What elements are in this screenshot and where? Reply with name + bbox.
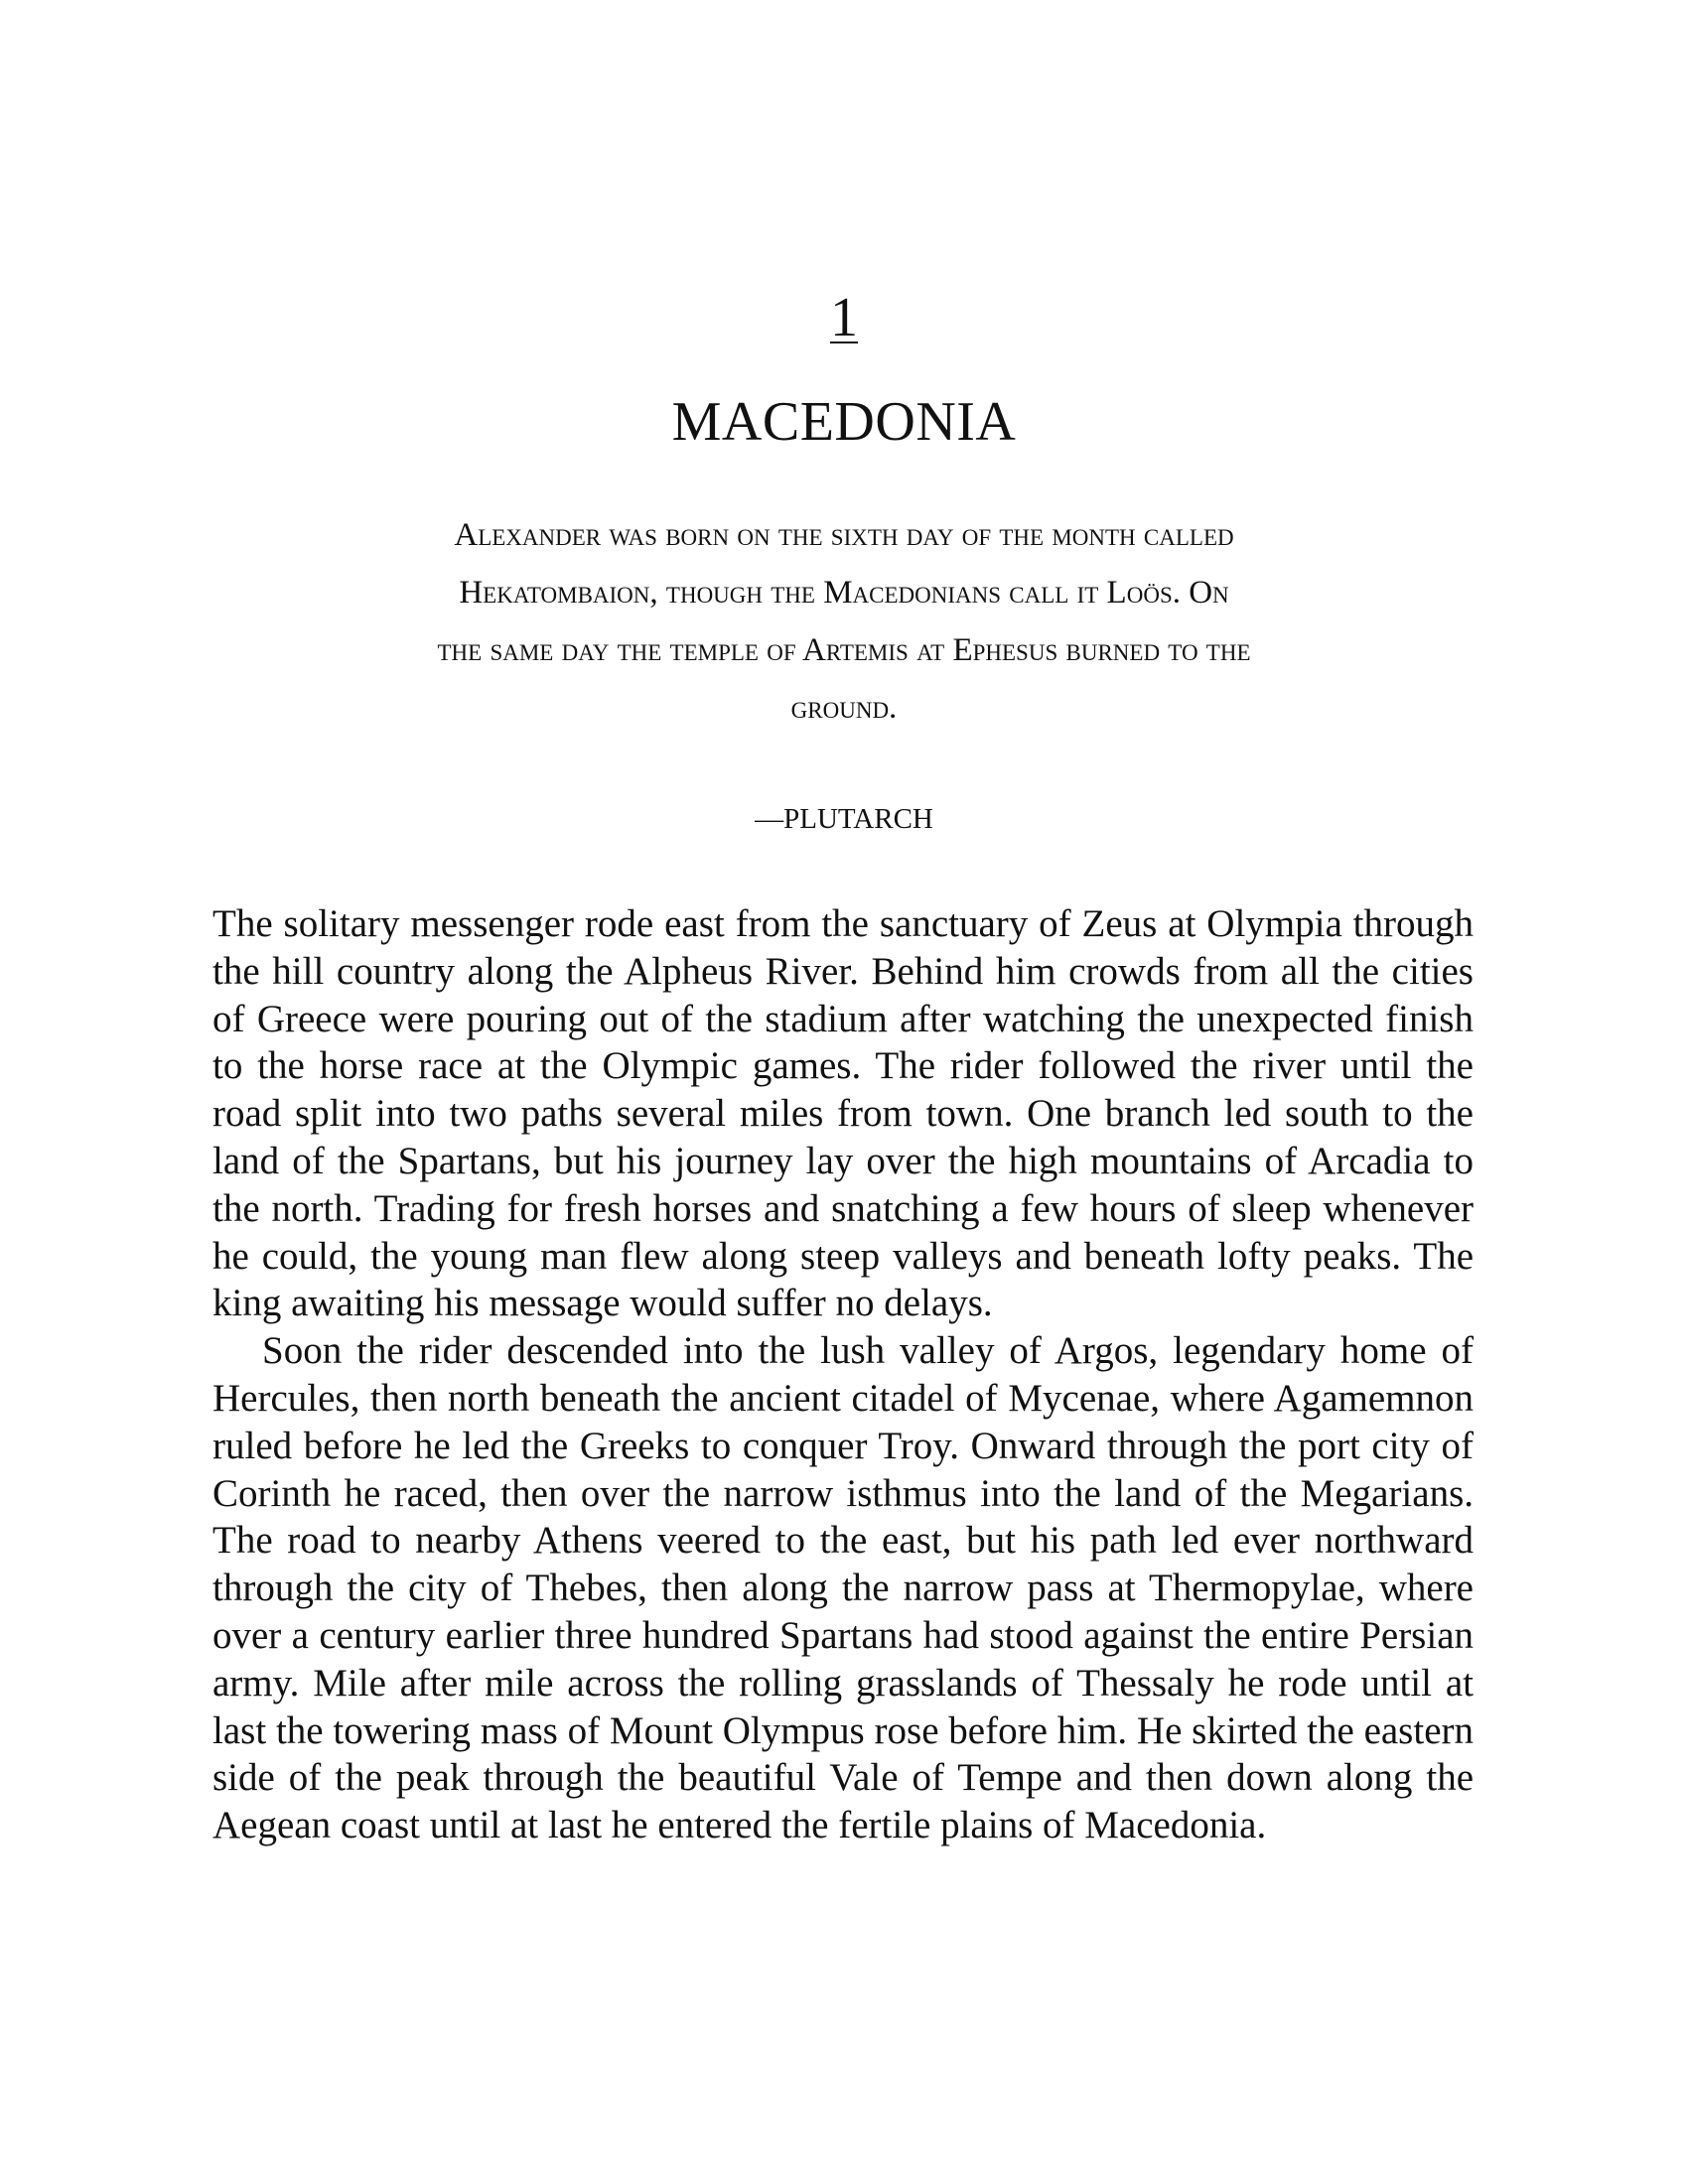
chapter-number-text: 1 <box>830 287 858 348</box>
epigraph-quote: Alexander was born on the sixth day of the month called Hekatombaion, though the Macedonians call it Loös. On the same day the temple of Artemis at Ephesus burned to the ground. <box>437 517 1251 726</box>
body-paragraph: Soon the rider descended into the lush valley of Argos, legendary home of Hercules, then north beneath the ancient citadel of Mycenae, where Agamemnon ruled before he led the Greeks to conquer Troy. Onward through the port city of Corinth he raced, then over the narrow isthmus into the land of the Megarians. The road to nearby Athens veered to the east, but his path led ever northward through the city of Thebes, then along the narrow pass at Thermopylae, where over a century earlier three hundred Spartans had stood against the entire Persian army. Mile after mile across the rolling grasslands of Thessaly he rode until at last the towering mass of Mount Olympus rose before him. He skirted the eastern side of the peak through the beautiful Vale of Tempe and then down along the Aegean coast until at last he entered the fertile plains of Macedonia. <box>212 1329 1474 1847</box>
body-paragraph: The solitary messenger rode east from the sanctuary of Zeus at Olympia through the hill country along the Alpheus River. Behind him crowds from all the cities of Greece were pouring out of the stadium after watching the unexpected finish to the horse race at the Olympic games. The rider followed the river until the road split into two paths several miles from town. One branch led south to the land of the Spartans, but his journey lay over the high mountains of Arcadia to the north. Trading for fresh horses and snatching a few hours of sleep whenever he could, the young man flew along steep valleys and beneath lofty peaks. The king awaiting his message would suffer no delays. <box>212 902 1474 1325</box>
chapter-body <box>212 900 1474 1849</box>
chapter-title: MACEDONIA <box>671 391 1017 453</box>
epigraph-attribution: —PLUTARCH <box>755 803 933 835</box>
chapter-number <box>0 283 1688 352</box>
